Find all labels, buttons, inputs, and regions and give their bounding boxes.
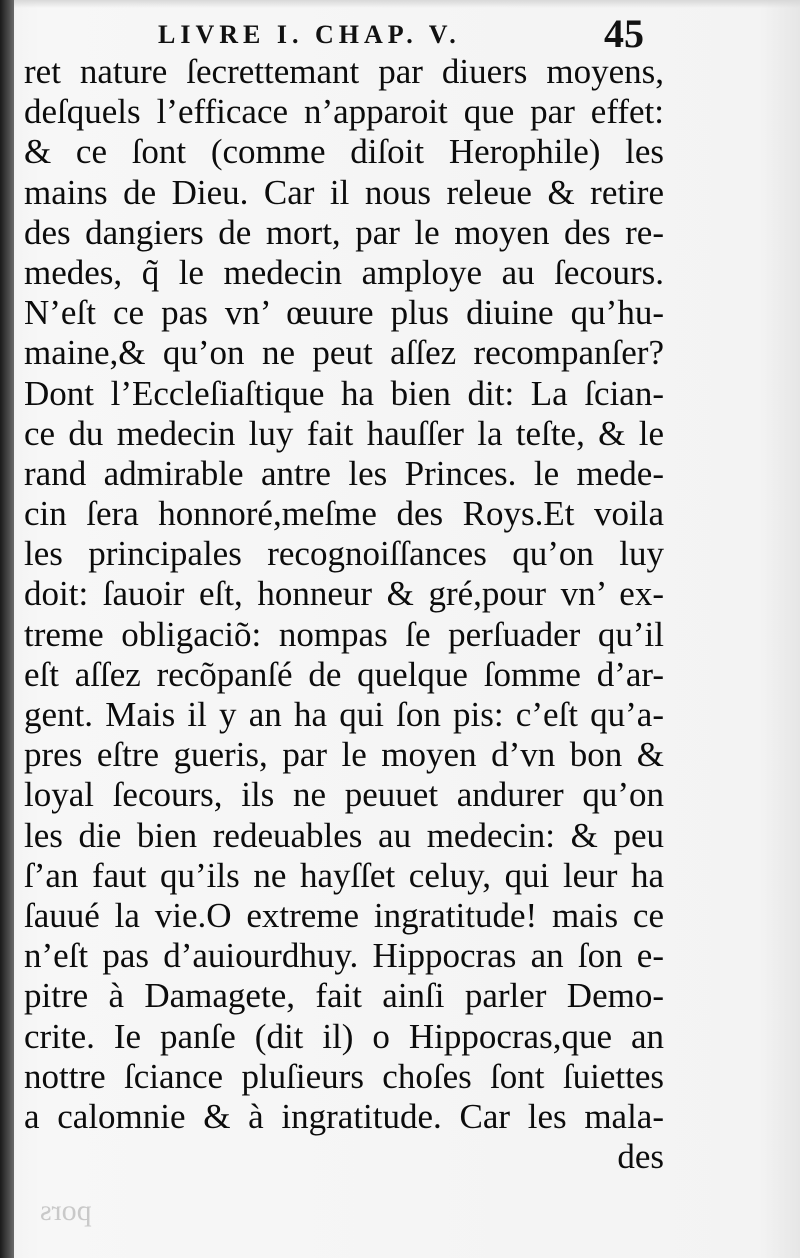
text-line: ſauué la vie.O extreme ingratitude! mais ce	[24, 895, 664, 935]
text-line: crite. Ie panſe (dit il) o Hippocras,que an	[24, 1016, 664, 1056]
text-line: a calomnie & à ingratitude. Car les mala-	[24, 1096, 664, 1136]
text-line: cin ſera honnoré,meſme des Roys.Et voila	[24, 494, 664, 534]
text-line: rand admirable antre les Princes. le mede-	[24, 453, 664, 493]
text-line: des dangiers de mort, par le moyen des re-	[24, 212, 664, 252]
text-line: loyal ſecours, ils ne peuuet andurer qu’on	[24, 775, 664, 815]
text-line: & ce ſont (comme diſoit Herophile) les	[24, 132, 664, 172]
text-line: deſquels l’efficace n’apparoit que par effet:	[24, 92, 664, 132]
text-line: treme obligaciõ: nompas ſe perſuader qu’il	[24, 614, 664, 654]
text-line: mains de Dieu. Car il nous releue & retire	[24, 172, 664, 212]
text-line: pres eſtre gueris, par le moyen d’vn bon &	[24, 735, 664, 775]
page-top-shadow	[0, 0, 800, 8]
text-line: nottre ſciance pluſieurs choſes ſont ſuiettes	[24, 1056, 664, 1096]
text-line: maine,& qu’on ne peut aſſez recompanſer?	[24, 333, 664, 373]
text-line: pitre à Damagete, fait ainſi parler Demo-	[24, 976, 664, 1016]
text-line: n’eſt pas d’auiourdhuy. Hippocras an ſon e-	[24, 936, 664, 976]
page-number: 45	[604, 11, 644, 56]
text-line: doit: ſauoir eſt, honneur & gré,pour vn’ ex-	[24, 574, 664, 614]
text-line: medes, q̃ le medecin amploye au ſecours.	[24, 252, 664, 292]
text-line: ce du medecin luy fait hauſſer la teſte, & le	[24, 413, 664, 453]
text-line: Dont l’Eccleſiaſtique ha bien dit: La ſcian-	[24, 373, 664, 413]
text-line: les principales recognoiſſances qu’on luy	[24, 534, 664, 574]
page-gutter-shadow	[0, 0, 14, 1258]
body-text	[24, 52, 664, 1177]
text-line: ſ’an faut qu’ils ne hayſſet celuy, qui leur ha	[24, 855, 664, 895]
text-line: eſt aſſez recõpanſé de quelque ſomme d’ar-	[24, 654, 664, 694]
text-line: gent. Mais il y an ha qui ſon pis: c’eſt qu’a-	[24, 695, 664, 734]
bleed-through-text: pors	[40, 1194, 92, 1227]
catchword: des	[617, 1137, 664, 1177]
text-line: N’eſt ce pas vn’ œuure plus diuine qu’hu-	[24, 293, 664, 333]
text-line: ret nature ſecrettemant par diuers moyens,	[24, 52, 664, 91]
running-head: LIVRE I. CHAP. V.	[158, 20, 461, 49]
text-line: les die bien redeuables au medecin: & peu	[24, 815, 664, 855]
